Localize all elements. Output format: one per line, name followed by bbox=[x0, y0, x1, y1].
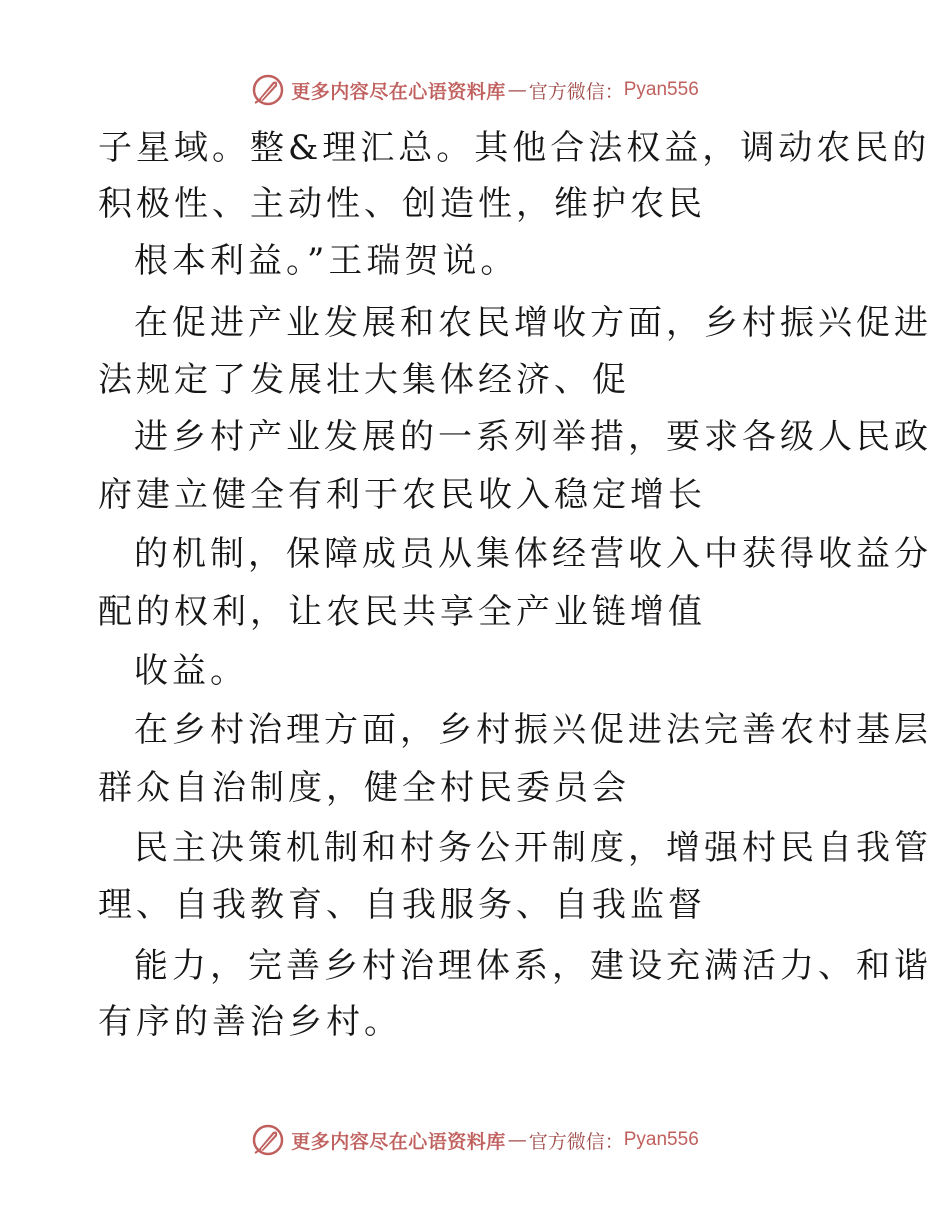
quill-pen-circle-icon bbox=[251, 73, 285, 107]
body-line: 在乡村治理方面，乡村振兴促进法完善农村基层 bbox=[134, 710, 932, 750]
header-banner-text bbox=[291, 77, 699, 104]
body-line: 积极性、主动性、创造性，维护农民 bbox=[98, 184, 706, 224]
footer-banner bbox=[0, 1120, 950, 1160]
footer-banner-wechat-label: 官方微信： bbox=[528, 1130, 624, 1153]
header-banner-wechat-id: Pyan556 bbox=[623, 79, 699, 100]
header-banner-content bbox=[251, 73, 699, 107]
header-banner-wechat-label: 官方微信： bbox=[528, 80, 624, 103]
footer-banner-content bbox=[251, 1123, 699, 1157]
body-line: 收益。 bbox=[134, 651, 248, 691]
footer-banner-wechat-id: Pyan556 bbox=[623, 1129, 699, 1150]
body-line: 民主决策机制和村务公开制度，增强村民自我管 bbox=[134, 828, 932, 868]
body-line: 府建立健全有利于农民收入稳定增长 bbox=[98, 475, 706, 515]
body-line: 进乡村产业发展的一系列举措，要求各级人民政 bbox=[134, 417, 932, 457]
body-line: 群众自治制度，健全村民委员会 bbox=[98, 768, 630, 808]
header-banner-dash: — bbox=[507, 79, 527, 101]
footer-banner-dash: — bbox=[507, 1129, 527, 1151]
body-line: 子星域。整&理汇总。其他合法权益，调动农民的 bbox=[98, 128, 931, 168]
body-line: 法规定了发展壮大集体经济、促 bbox=[98, 360, 630, 400]
body-line: 理、自我教育、自我服务、自我监督 bbox=[98, 885, 706, 925]
header-banner-main-text: 更多内容尽在心语资料库 bbox=[291, 80, 506, 103]
body-line: 配的权利，让农民共享全产业链增值 bbox=[98, 592, 706, 632]
header-banner bbox=[0, 70, 950, 110]
body-line: 在促进产业发展和农民增收方面，乡村振兴促进 bbox=[134, 303, 932, 343]
footer-banner-text bbox=[291, 1127, 699, 1154]
body-line: 有序的善治乡村。 bbox=[98, 1002, 402, 1042]
body-line: 的机制，保障成员从集体经营收入中获得收益分 bbox=[134, 534, 932, 574]
footer-banner-main-text: 更多内容尽在心语资料库 bbox=[291, 1130, 506, 1153]
quill-pen-circle-icon bbox=[251, 1123, 285, 1157]
body-line: 根本利益。”王瑞贺说。 bbox=[134, 241, 519, 281]
body-line: 能力，完善乡村治理体系，建设充满活力、和谐 bbox=[134, 946, 932, 986]
